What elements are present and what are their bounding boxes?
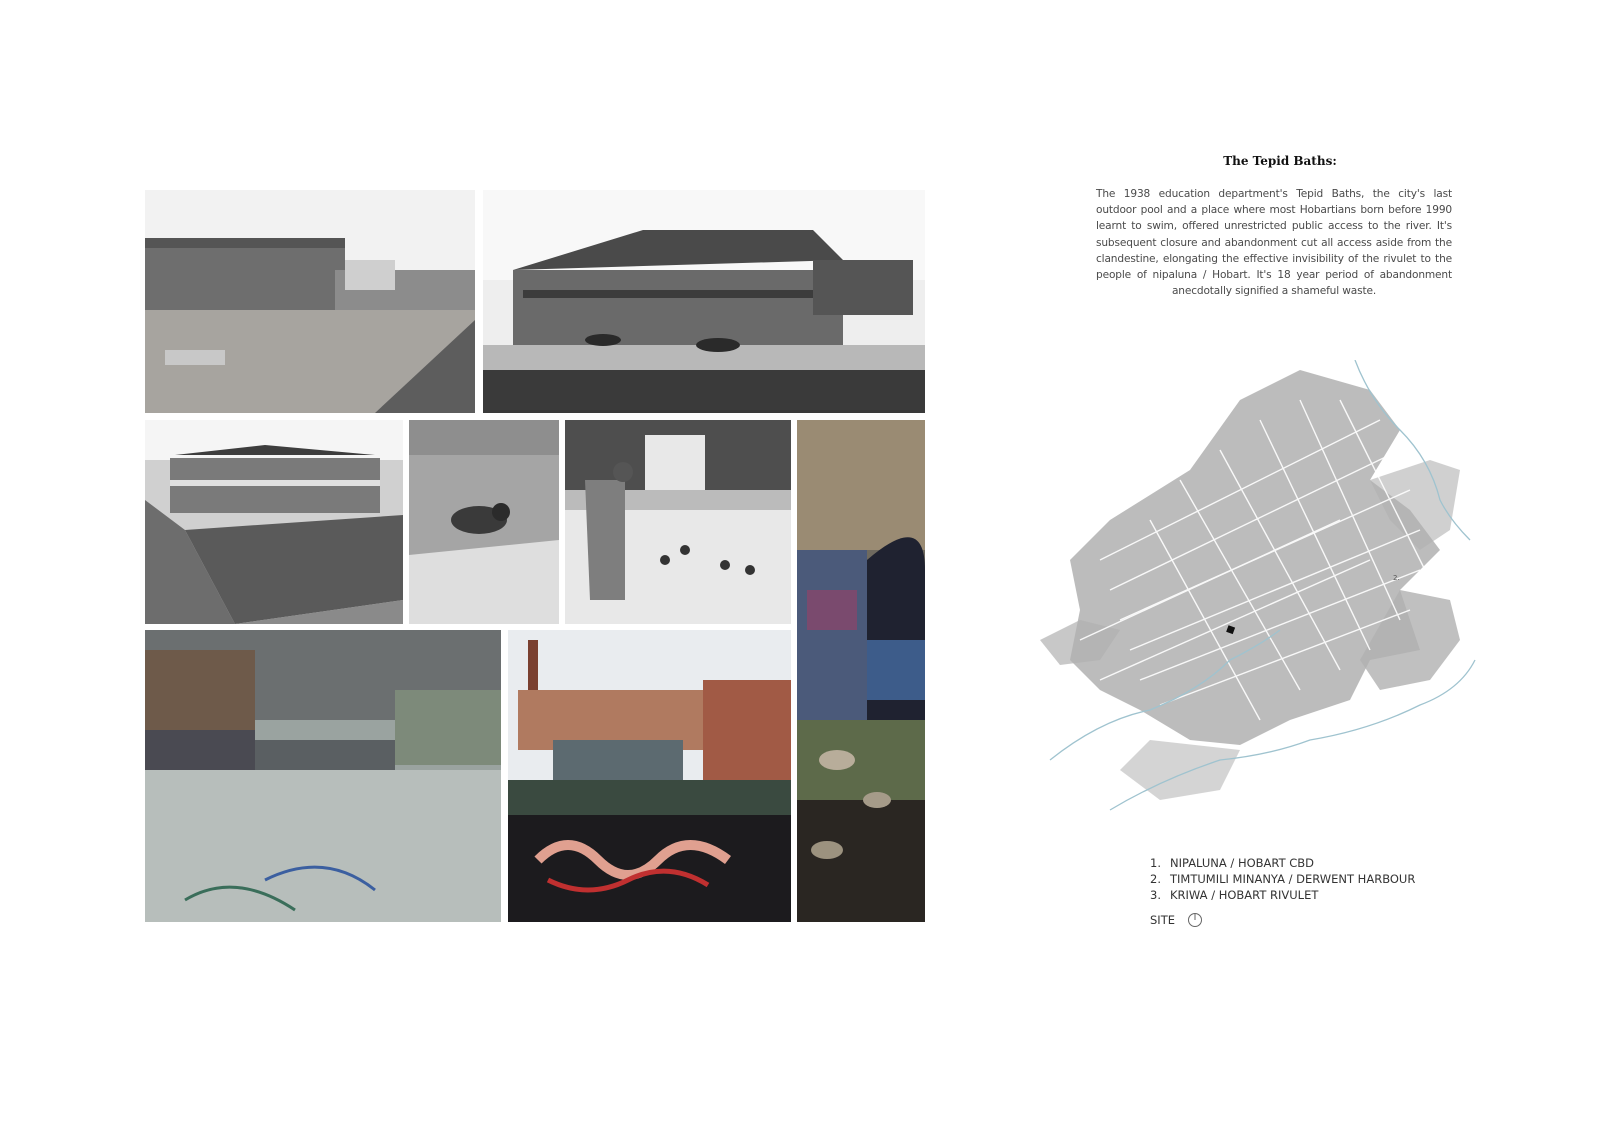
legend-item-label: NIPALUNA / HOBART CBD (1170, 856, 1315, 870)
map-urban-fabric (1040, 370, 1460, 800)
site-legend-row (1150, 911, 1470, 929)
north-arrow-icon (1187, 912, 1203, 928)
legend-item (1150, 855, 1470, 871)
legend-item (1150, 887, 1470, 903)
legend-item-label: KRIWA / HOBART RIVULET (1170, 888, 1319, 902)
site-label: SITE (1150, 913, 1175, 927)
legend-item-number: 2. (1150, 872, 1161, 886)
photo-boy-swimming (409, 420, 559, 624)
legend-item (1150, 871, 1470, 887)
legend-item-number: 3. (1150, 888, 1161, 902)
map-legend (1150, 855, 1470, 929)
legend-item-label: TIMTUMILI MINANYA / DERWENT HARBOUR (1170, 872, 1416, 886)
photo-empty-pool-graffiti-wall (508, 630, 791, 922)
section-body-text: The 1938 education department's Tepid Baths, the city's last outdoor pool and a place where most Hobartians born before 1990 learnt to swim, offered unrestricted public access to the river. It's subsequent closure and abandonment cut all access aside from the clandestine, elongating the effective invisibility of the rivulet to the people of nipaluna / Hobart. It's 18 year period of abandonment anecdotally signified a shameful waste. (1096, 188, 1452, 298)
legend-item-number: 1. (1150, 856, 1161, 870)
hobart-figure-ground-map (1040, 360, 1480, 830)
map-label-2: 2. (1393, 574, 1400, 582)
photo-abandoned-pool-graffiti (145, 630, 501, 922)
photo-tepid-baths-building (483, 190, 925, 413)
photo-coach-and-children (565, 420, 791, 624)
section-title: The Tepid Baths: (1223, 154, 1337, 168)
photo-construction-site (145, 190, 475, 413)
photo-pool-with-swimmers (145, 420, 403, 624)
photo-rivulet-tunnel-graffiti (797, 420, 925, 922)
